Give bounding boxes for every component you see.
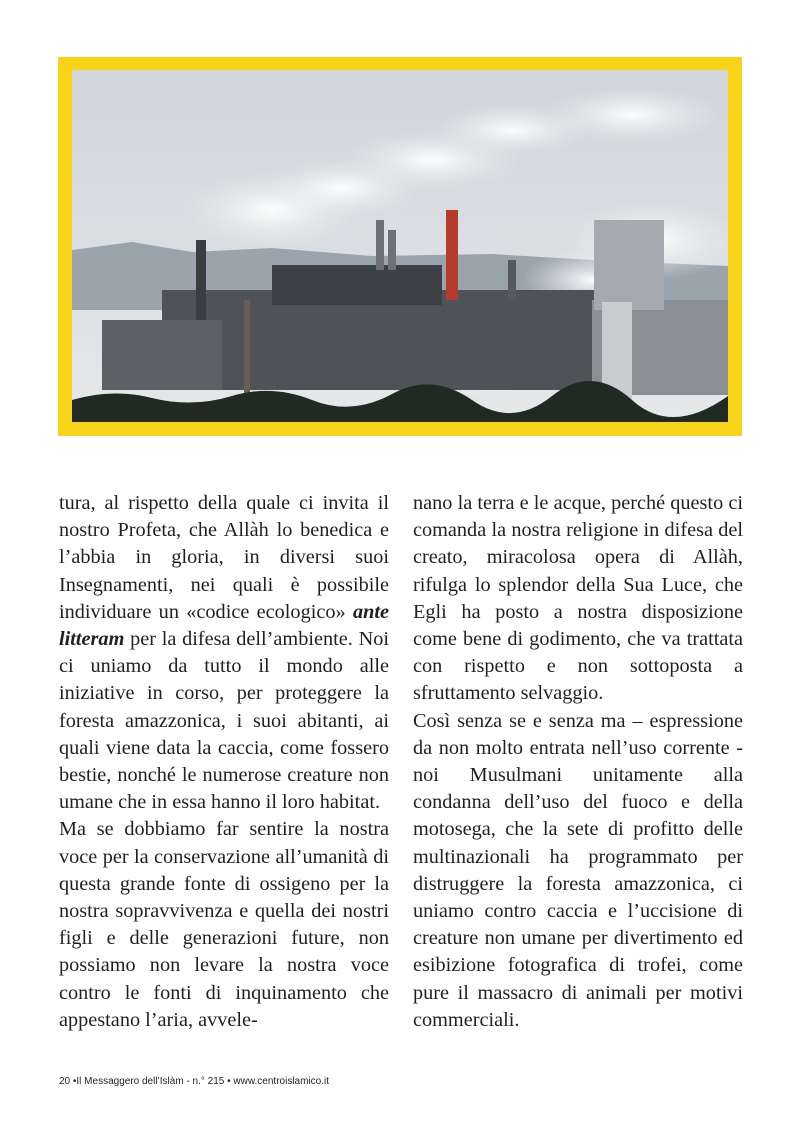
industrial-plant-photo [72,70,728,422]
paragraph-text: tura, al rispetto della quale ci invita il nostro Profeta, che Allàh lo benedica e l’abbia in gloria, in diversi suoi Insegnamenti, nei quali è possibile individuare un «codice ecologico» [59,492,389,623]
article-column-right [413,490,743,1034]
photo-frame [58,57,742,436]
page-footer: 20 •Il Messaggero dell’Islàm - n.° 215 • www.centroislamico.it [59,1076,329,1087]
paragraph: nano la terra e le acque, perché questo ci comanda la nostra religione in difesa del creato, miracolosa opera di Allàh, rifulga lo splendor della Sua Luce, che Egli ha posto a nostra disposizione come bene di godimento, che va trattata con rispetto e non sottoposta a sfruttamento selvaggio. [413,492,743,705]
latin-phrase: ante litteram [59,600,389,651]
paragraph: Così senza se e senza ma – espressione da non molto entrata nell’uso corrente - noi Musulmani unitamente alla condanna dell’uso del fuoco e della motosega, che la sete di profitto delle multinazionali ha programmato per distruggere la foresta amazzonica, ci uniamo contro caccia e l’uccisione di creature non umane per divertimento ed esibizione fotografica di trofei, come pure il massacro di animali per motivi commerciali. [413,709,743,1031]
photo-illustration [72,70,728,422]
article-column-left [59,490,389,1034]
paragraph [59,490,389,816]
paragraph-text: per la difesa dell’ambiente. Noi ci uniamo da tutto il mondo alle iniziative in corso, per proteggere la foresta amazzonica, i suoi abitanti, ai quali viene data la caccia, come fossero bestie, nonché le numerose creature non umane che in essa hanno il loro habitat. [59,628,389,814]
paragraph: Ma se dobbiamo far sentire la nostra voce per la conservazione all’umanità di questa grande fonte di ossigeno per la nostra sopravvivenza e quella dei nostri figli e delle generazioni future, non possiamo non levare la nostra voce contro le fonti di inquinamento che appestano l’aria, avvele- [59,818,389,1031]
